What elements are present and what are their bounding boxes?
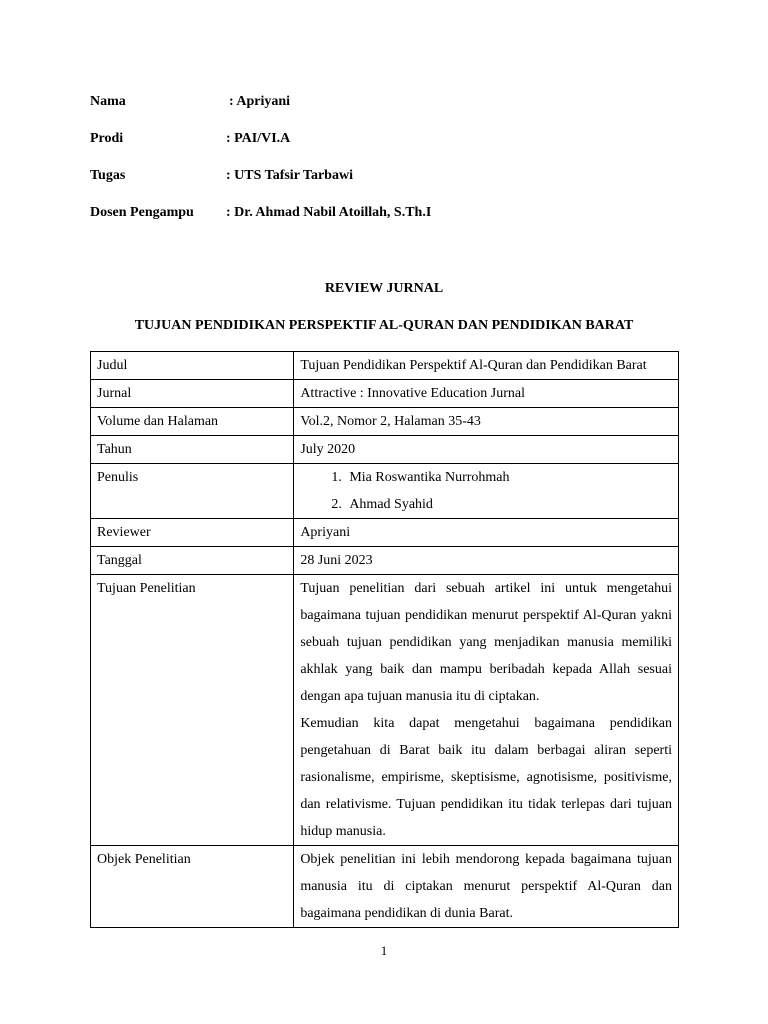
row-label-reviewer: Reviewer bbox=[91, 519, 294, 547]
row-value-objek: Objek penelitian ini lebih mendorong kepada bagaimana tujuan manusia itu di ciptakan menurut perspektif Al-Quran dan bagaimana pendidikan di dunia Barat. bbox=[294, 846, 679, 928]
row-label-judul: Judul bbox=[91, 352, 294, 380]
row-value-reviewer: Apriyani bbox=[294, 519, 679, 547]
info-value: : Apriyani bbox=[229, 94, 291, 109]
author-item: 1. Mia Roswantika Nurrohmah bbox=[345, 464, 672, 491]
table-row bbox=[91, 436, 679, 464]
review-table bbox=[90, 351, 679, 928]
table-row bbox=[91, 575, 679, 846]
info-row-nama bbox=[90, 92, 690, 129]
row-value-tujuan bbox=[294, 575, 679, 846]
table-row bbox=[91, 519, 679, 547]
row-value-penulis bbox=[294, 464, 679, 519]
page-number: 1 bbox=[380, 943, 388, 958]
row-value-volume: Vol.2, Nomor 2, Halaman 35-43 bbox=[294, 408, 679, 436]
row-value-judul: Tujuan Pendidikan Perspektif Al-Quran dan Pendidikan Barat bbox=[294, 352, 679, 380]
info-label: Nama bbox=[90, 94, 126, 109]
row-label-penulis: Penulis bbox=[91, 464, 294, 519]
row-label-tujuan: Tujuan Penelitian bbox=[91, 575, 294, 846]
table-row bbox=[91, 547, 679, 575]
info-value: : Dr. Ahmad Nabil Atoillah, S.Th.I bbox=[226, 205, 432, 220]
tujuan-paragraph: Kemudian kita dapat mengetahui bagaimana pendidikan pengetahuan di Barat baik itu dalam berbagai aliran seperti rasionalisme, empirisme, skeptisisme, agnotisisme, positivisme, dan relativisme. Tujuan pendidikan itu tidak terlepas dari tujuan hidup manusia. bbox=[300, 716, 672, 839]
info-value: : PAI/VI.A bbox=[226, 131, 291, 146]
table-row bbox=[91, 846, 679, 928]
table-row bbox=[91, 380, 679, 408]
table-row bbox=[91, 408, 679, 436]
author-item: 2. Ahmad Syahid bbox=[345, 491, 672, 518]
tujuan-paragraph: Tujuan penelitian dari sebuah artikel ini untuk mengetahui bagaimana tujuan pendidikan menurut perspektif Al-Quran yakni sebuah tujuan pendidikan yang menjadikan manusia memiliki akhlak yang baik dan mampu beribadah kepada Allah sesuai dengan apa tujuan manusia itu di ciptakan. bbox=[300, 581, 672, 704]
document-title: REVIEW JURNAL bbox=[324, 281, 444, 296]
table-row bbox=[91, 352, 679, 380]
info-row-dosen bbox=[90, 203, 690, 240]
document-subtitle: TUJUAN PENDIDIKAN PERSPEKTIF AL-QURAN DAN PENDIDIKAN BARAT bbox=[134, 318, 634, 333]
info-label: Tugas bbox=[90, 168, 126, 183]
student-info bbox=[90, 92, 690, 240]
row-value-jurnal: Attractive : Innovative Education Jurnal bbox=[294, 380, 679, 408]
info-row-tugas bbox=[90, 166, 690, 203]
row-value-tanggal: 28 Juni 2023 bbox=[294, 547, 679, 575]
table-row bbox=[91, 464, 679, 519]
info-row-prodi bbox=[90, 129, 690, 166]
info-value: : UTS Tafsir Tarbawi bbox=[226, 168, 353, 183]
info-label: Dosen Pengampu bbox=[90, 205, 194, 220]
row-label-objek: Objek Penelitian bbox=[91, 846, 294, 928]
row-label-volume: Volume dan Halaman bbox=[91, 408, 294, 436]
info-label: Prodi bbox=[90, 131, 124, 146]
row-label-tahun: Tahun bbox=[91, 436, 294, 464]
row-label-tanggal: Tanggal bbox=[91, 547, 294, 575]
row-label-jurnal: Jurnal bbox=[91, 380, 294, 408]
row-value-tahun: July 2020 bbox=[294, 436, 679, 464]
author-list bbox=[300, 464, 672, 518]
